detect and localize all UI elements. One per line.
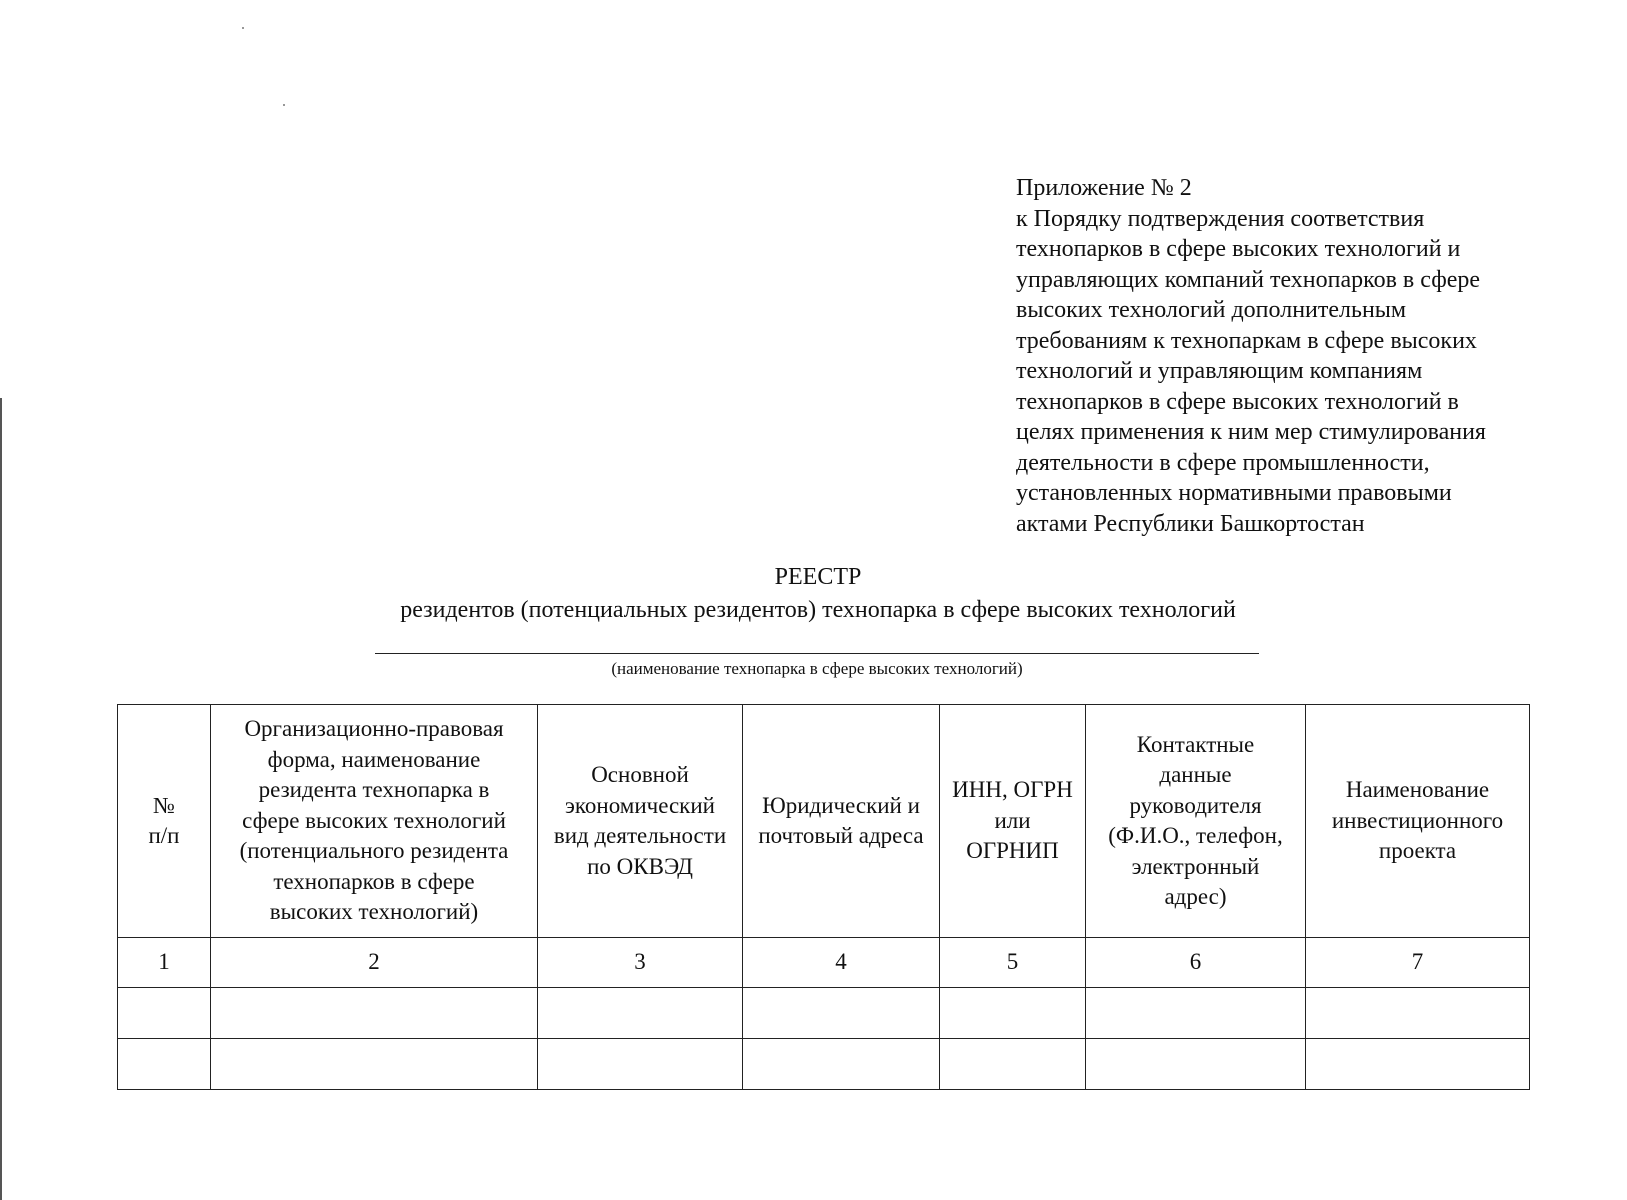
- column-number-row: [118, 938, 1530, 988]
- empty-cell: [538, 988, 743, 1039]
- technopark-name-caption: (наименование технопарка в сфере высоких технологий): [611, 659, 1023, 678]
- appendix-line: технологий и управляющим компаниям: [1016, 358, 1423, 384]
- empty-cell: [118, 988, 211, 1039]
- table-row: [118, 988, 1530, 1039]
- header-cell-project: Наименование инвестиционного проекта: [1306, 705, 1530, 938]
- header-cell-resident: Организационно-правовая форма, наименование резидента технопарка в сфере высоких технологий (потенциального резидента технопарков в сфере высоких технологий): [211, 705, 538, 938]
- appendix-line: установленных нормативными правовыми: [1016, 480, 1452, 506]
- empty-cell: [1306, 1039, 1530, 1090]
- header-cell-inn: ИНН, ОГРН или ОГРНИП: [940, 705, 1086, 938]
- appendix-line: актами Республики Башкортостан: [1016, 510, 1365, 537]
- empty-cell: [743, 988, 940, 1039]
- column-number-cell: 2: [211, 938, 538, 988]
- technopark-name-blank-line: [375, 653, 1259, 654]
- document-title: [376, 561, 1260, 627]
- column-number-cell: 1: [118, 938, 211, 988]
- appendix-line: требованиям к технопаркам в сфере высоких: [1016, 327, 1477, 354]
- column-number-cell: 7: [1306, 938, 1530, 988]
- scan-speck: [283, 104, 285, 106]
- header-cell-addresses: Юридический и почтовый адреса: [743, 705, 940, 938]
- empty-cell: [118, 1039, 211, 1090]
- header-cell-number: № п/п: [118, 705, 211, 938]
- table-row: [118, 1039, 1530, 1090]
- column-number-cell: 6: [1086, 938, 1306, 988]
- header-cell-okved: Основной экономический вид деятельности по ОКВЭД: [538, 705, 743, 938]
- appendix-line: управляющих компаний технопарков в сфере: [1016, 266, 1481, 293]
- empty-cell: [940, 1039, 1086, 1090]
- empty-cell: [1306, 988, 1530, 1039]
- table-header-row: [118, 705, 1530, 938]
- appendix-line: к Порядку подтверждения соответствия: [1016, 205, 1425, 232]
- empty-cell: [1086, 1039, 1306, 1090]
- header-cell-contacts: Контактные данные руководителя (Ф.И.О., телефон, электронный адрес): [1086, 705, 1306, 938]
- appendix-line: целях применения к ним мер стимулирования: [1016, 419, 1486, 445]
- appendix-line: высоких технологий дополнительным: [1016, 297, 1407, 323]
- empty-cell: [538, 1039, 743, 1090]
- empty-cell: [211, 988, 538, 1039]
- appendix-line: Приложение № 2: [1016, 175, 1192, 201]
- scan-speck: [242, 27, 244, 29]
- registry-table: [117, 704, 1530, 1090]
- column-number-cell: 4: [743, 938, 940, 988]
- appendix-line: технопарков в сфере высоких технологий и: [1016, 236, 1461, 262]
- column-number-cell: 5: [940, 938, 1086, 988]
- column-number-cell: 3: [538, 938, 743, 988]
- empty-cell: [940, 988, 1086, 1039]
- empty-cell: [743, 1039, 940, 1090]
- scan-edge-artifact: [0, 398, 2, 1200]
- appendix-note: [1016, 173, 1536, 539]
- empty-cell: [211, 1039, 538, 1090]
- registry-subtitle: резидентов (потенциальных резидентов) технопарка в сфере высоких технологий: [400, 597, 1236, 623]
- empty-cell: [1086, 988, 1306, 1039]
- appendix-line: технопарков в сфере высоких технологий в: [1016, 388, 1459, 415]
- registry-heading: РЕЕСТР: [774, 564, 862, 590]
- appendix-line: деятельности в сфере промышленности,: [1016, 449, 1430, 476]
